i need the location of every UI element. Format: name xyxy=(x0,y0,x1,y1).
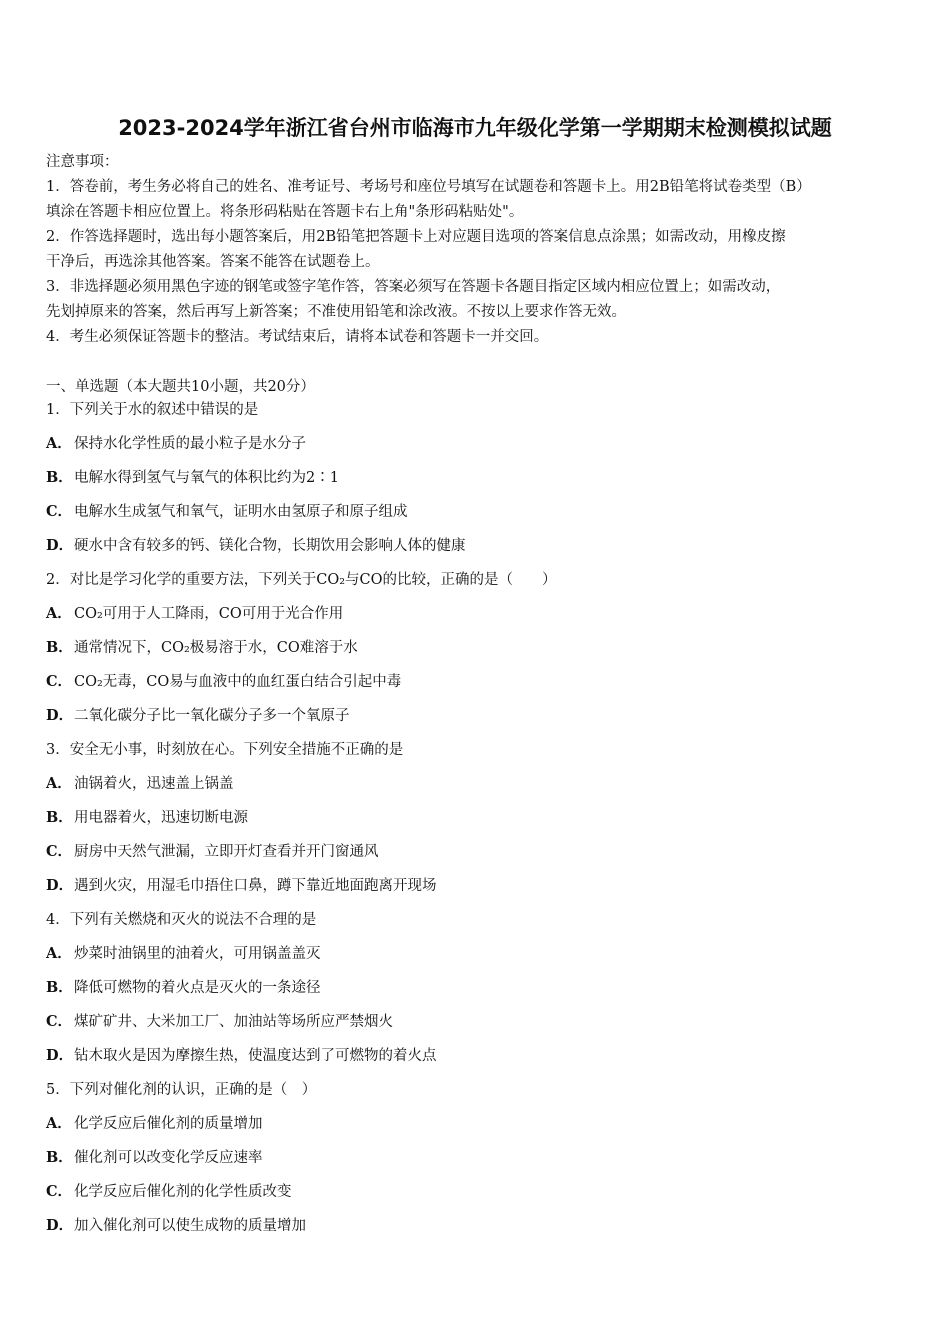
option-letter: C． xyxy=(46,1183,73,1200)
option-b xyxy=(46,975,908,1009)
option-letter: C． xyxy=(46,843,73,860)
question-stem: 3．安全无小事，时刻放在心。下列安全措施不正确的是 xyxy=(46,742,404,758)
option-text: 遇到火灾，用湿毛巾捂住口鼻，蹲下靠近地面跑离开现场 xyxy=(74,878,437,894)
option-letter: C． xyxy=(46,673,73,690)
option-text: CO₂无毒，CO易与血液中的血红蛋白结合引起中毒 xyxy=(74,674,402,690)
option-c xyxy=(46,839,908,873)
option-a xyxy=(46,601,908,635)
option-b xyxy=(46,465,908,499)
notes-line: 4．考生必须保证答题卡的整洁。考试结束后，请将本试卷和答题卡一并交回。 xyxy=(46,329,549,345)
question-list xyxy=(46,397,908,1247)
option-b xyxy=(46,805,908,839)
section-heading: 一、单选题（本大题共10小题，共20分） xyxy=(46,379,315,395)
option-d xyxy=(46,533,908,567)
option-letter: A． xyxy=(46,945,72,962)
option-c xyxy=(46,1179,908,1213)
notes-line: 1．答卷前，考生务必将自己的姓名、准考证号、考场号和座位号填写在试题卷和答题卡上。用2B铅笔将试卷类型（B） xyxy=(46,179,811,195)
option-text: 化学反应后催化剂的质量增加 xyxy=(74,1116,263,1132)
option-text: 降低可燃物的着火点是灭火的一条途径 xyxy=(74,980,321,996)
option-letter: D． xyxy=(46,537,74,554)
option-text: 二氧化碳分子比一氧化碳分子多一个氧原子 xyxy=(74,708,350,724)
notes-heading: 注意事项： xyxy=(46,154,119,170)
option-a xyxy=(46,1111,908,1145)
option-text: 硬水中含有较多的钙、镁化合物，长期饮用会影响人体的健康 xyxy=(74,538,466,554)
option-letter: A． xyxy=(46,435,72,452)
notes-line: 填涂在答题卡相应位置上。将条形码粘贴在答题卡右上角"条形码粘贴处"。 xyxy=(46,204,524,220)
option-text: 化学反应后催化剂的化学性质改变 xyxy=(74,1184,292,1200)
option-letter: A． xyxy=(46,1115,72,1132)
option-letter: D． xyxy=(46,877,74,894)
option-letter: D． xyxy=(46,1047,74,1064)
option-text: 用电器着火，迅速切断电源 xyxy=(74,810,248,826)
option-letter: A． xyxy=(46,605,72,622)
option-letter: B． xyxy=(46,1149,73,1166)
option-letter: B． xyxy=(46,469,73,486)
question-stem: 5．下列对催化剂的认识，正确的是（ ） xyxy=(46,1082,317,1098)
notes-line: 干净后，再选涂其他答案。答案不能答在试题卷上。 xyxy=(46,254,380,270)
question-stem: 1．下列关于水的叙述中错误的是 xyxy=(46,402,259,418)
option-text: 电解水生成氢气和氧气，证明水由氢原子和原子组成 xyxy=(74,504,408,520)
option-letter: D． xyxy=(46,707,74,724)
notes-line: 3．非选择题必须用黑色字迹的钢笔或签字笔作答，答案必须写在答题卡各题目指定区域内相应位置上；如需改动， xyxy=(46,279,781,295)
exam-title: 2023-2024学年浙江省台州市临海市九年级化学第一学期期末检测模拟试题 xyxy=(118,116,832,140)
option-letter: A． xyxy=(46,775,72,792)
option-text: 钻木取火是因为摩擦生热，使温度达到了可燃物的着火点 xyxy=(74,1048,437,1064)
option-b xyxy=(46,1145,908,1179)
option-c xyxy=(46,1009,908,1043)
option-c xyxy=(46,499,908,533)
option-letter: C． xyxy=(46,503,73,520)
option-a xyxy=(46,771,908,805)
question-stem: 4．下列有关燃烧和灭火的说法不合理的是 xyxy=(46,912,317,928)
option-text: 保持水化学性质的最小粒子是水分子 xyxy=(74,436,306,452)
notes-line: 先划掉原来的答案，然后再写上新答案；不准使用铅笔和涂改液。不按以上要求作答无效。 xyxy=(46,304,626,320)
option-text: 电解水得到氢气与氧气的体积比约为2∶1 xyxy=(74,470,339,486)
option-letter: B． xyxy=(46,809,73,826)
option-text: 通常情况下，CO₂极易溶于水，CO难溶于水 xyxy=(74,640,358,656)
question-stem: 2．对比是学习化学的重要方法，下列关于CO₂与CO的比较，正确的是（ ） xyxy=(46,572,557,588)
option-c xyxy=(46,669,908,703)
option-letter: B． xyxy=(46,639,73,656)
notes-block xyxy=(46,150,908,350)
option-text: 油锅着火，迅速盖上锅盖 xyxy=(74,776,234,792)
option-letter: B． xyxy=(46,979,73,996)
notes-line: 2．作答选择题时，选出每小题答案后，用2B铅笔把答题卡上对应题目选项的答案信息点涂黑；如需改动，用橡皮擦 xyxy=(46,229,786,245)
option-d xyxy=(46,873,908,907)
option-d xyxy=(46,703,908,737)
option-text: 催化剂可以改变化学反应速率 xyxy=(74,1150,263,1166)
option-b xyxy=(46,635,908,669)
option-text: 炒菜时油锅里的油着火，可用锅盖盖灭 xyxy=(74,946,321,962)
option-text: 加入催化剂可以使生成物的质量增加 xyxy=(74,1218,306,1234)
option-a xyxy=(46,431,908,465)
option-text: 煤矿矿井、大米加工厂、加油站等场所应严禁烟火 xyxy=(74,1014,393,1030)
option-letter: D． xyxy=(46,1217,74,1234)
option-text: CO₂可用于人工降雨，CO可用于光合作用 xyxy=(74,606,344,622)
option-d xyxy=(46,1213,908,1247)
option-d xyxy=(46,1043,908,1077)
option-letter: C． xyxy=(46,1013,73,1030)
option-a xyxy=(46,941,908,975)
option-text: 厨房中天然气泄漏，立即开灯查看并开门窗通风 xyxy=(74,844,379,860)
